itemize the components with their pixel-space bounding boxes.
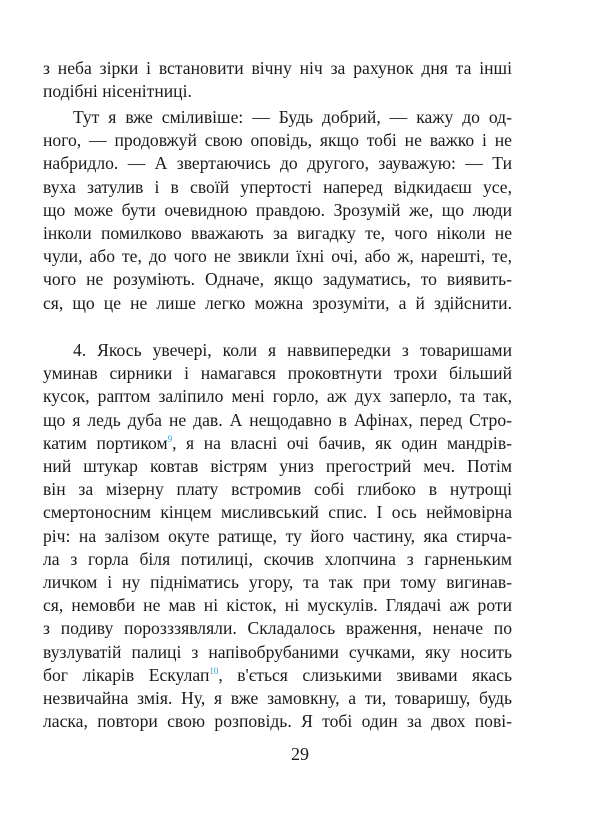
text-line: він за мізерну плату встромив собі глибоко в нутрощі [43,479,512,500]
text-line: подібні нісенітниці. [43,81,192,102]
footnote-ref[interactable]: 9 [167,433,173,444]
text-line: уминав сирники і намагався проковтнути трохи більший [43,363,512,384]
text-line: що я ледь дуба не дав. А нещодавно в Афінах, перед Стро- [43,409,512,430]
paragraph-1 [43,57,512,103]
text-line: ного, — продовжуй свою оповідь, якщо тобі не важко і не [43,130,512,151]
text-line: ний штукар ковтав вістрям униз прегострий меч. Потім [43,456,512,477]
text-segment: бог лікарів Ескулап [43,664,210,685]
text-line: набридло. — А звертаючись до другого, зауважую: — Ти [43,153,512,174]
text-line: з подиву порозззявляли. Складалось враження, неначе по [43,618,512,639]
text-line: річ: на залізом окуте ратище, ту його частину, яка стирча- [43,525,512,546]
text-line-with-footnote [43,432,512,455]
text-line: з неба зірки і встановити вічну ніч за рахунок дня та інші [43,58,512,78]
text-line: вуха затулив і в своїй упертості наперед відкидаєш усе, [43,176,512,197]
text-line: чули, або те, до чого не звикли їхні очі, або ж, нарешті, те, [43,246,512,267]
text-line: чого не розуміють. Одначе, якщо задуматись, то виявить- [43,269,512,290]
text-line: Тут я вже сміливіше: — Будь добрий, — кажу до од- [73,107,512,127]
footnote-ref[interactable]: 10 [209,665,219,676]
text-line: ласка, повтори свою розповідь. Я тобі один за двох пові- [43,711,512,732]
text-line: незвичайна змія. Ну, я вже замовкну, а ти, товаришу, будь [43,688,512,709]
text-segment: , в'ється слизькими звивами якась [218,664,512,685]
text-line: вузлуватій палиці з напівобрубаними сучками, яку носить [43,641,512,662]
text-segment: , я на власні очі бачив, як один мандрів- [172,432,512,453]
text-line: 4. Якось увечері, коли я наввипередки з товаришами [73,340,512,360]
page-number: 29 [291,744,309,764]
text-line: ся, немовби не мав ні кісток, ні мускулів. Глядачі аж роти [43,595,512,616]
text-segment: катим портиком [43,432,168,453]
text-line: ла з горла біля потилиці, скочив хлопчина з гарненьким [43,548,512,569]
text-line: що може бути очевидною правдою. Зрозумій же, що люди [43,199,512,220]
text-line: личком і ну підніматись угору, та так при тому вигинав- [43,572,512,593]
text-line: кусок, раптом заліпило мені горло, аж дух заперло, та так, [43,386,512,407]
paragraph-2 [43,106,512,315]
text-line: смертоносним кінцем мисливський спис. І ось неймовірна [43,502,512,523]
text-line: інколи помилково вважають за вигадку те, чого ніколи не [43,223,512,244]
text-line-with-footnote [43,664,512,687]
text-line: ся, що це не лише легко можна зрозуміти, а й здійснити. [43,292,512,313]
paragraph-3 [43,339,512,733]
